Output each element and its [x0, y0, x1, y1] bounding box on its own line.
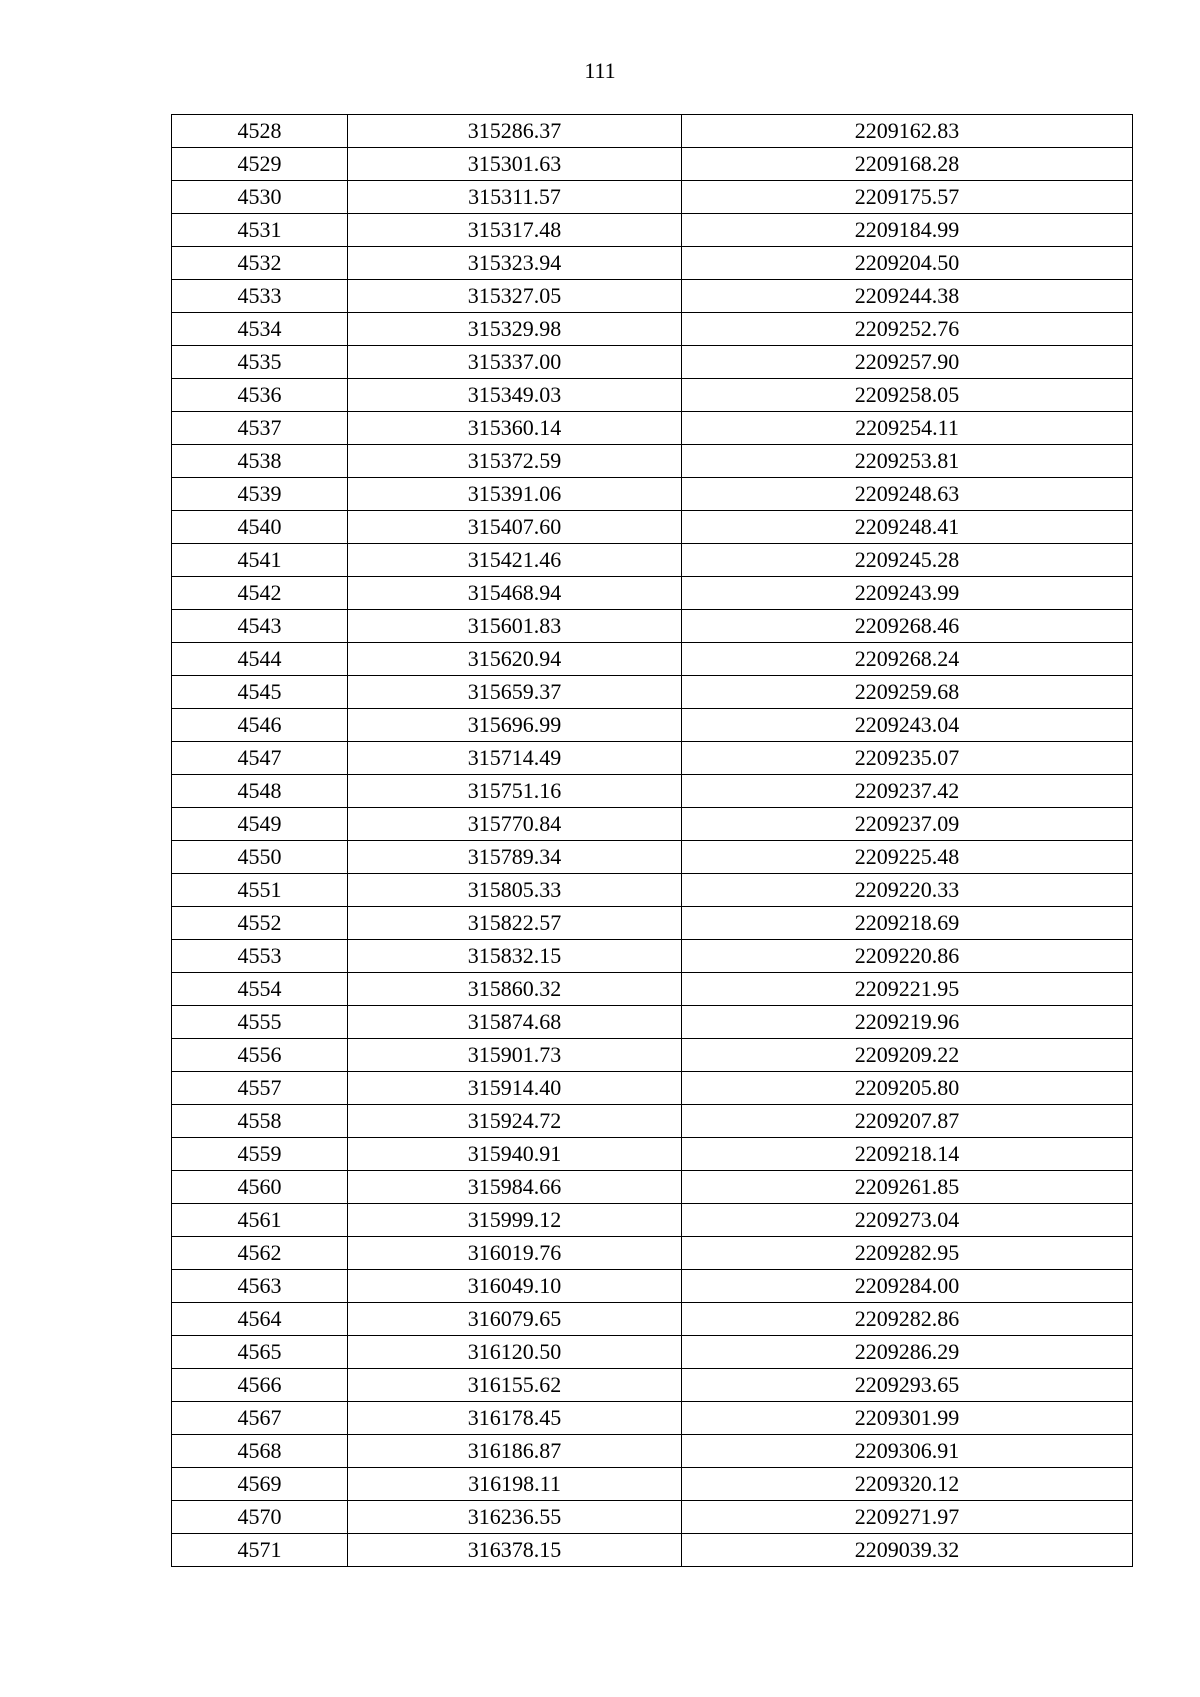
y-coordinate-cell: 2209245.28: [682, 544, 1133, 577]
x-coordinate-cell: 315999.12: [348, 1204, 682, 1237]
table-row: [172, 181, 1133, 214]
y-coordinate-cell: 2209301.99: [682, 1402, 1133, 1435]
point-number-cell: 4555: [172, 1006, 348, 1039]
x-coordinate-cell: 315301.63: [348, 148, 682, 181]
y-coordinate-cell: 2209248.41: [682, 511, 1133, 544]
table-row: [172, 1138, 1133, 1171]
y-coordinate-cell: 2209162.83: [682, 115, 1133, 148]
y-coordinate-cell: 2209282.86: [682, 1303, 1133, 1336]
y-coordinate-cell: 2209221.95: [682, 973, 1133, 1006]
x-coordinate-cell: 315770.84: [348, 808, 682, 841]
point-number-cell: 4549: [172, 808, 348, 841]
table-row: [172, 874, 1133, 907]
y-coordinate-cell: 2209218.69: [682, 907, 1133, 940]
y-coordinate-cell: 2209219.96: [682, 1006, 1133, 1039]
x-coordinate-cell: 315832.15: [348, 940, 682, 973]
table-row: [172, 610, 1133, 643]
y-coordinate-cell: 2209207.87: [682, 1105, 1133, 1138]
point-number-cell: 4537: [172, 412, 348, 445]
x-coordinate-cell: 315323.94: [348, 247, 682, 280]
y-coordinate-cell: 2209243.04: [682, 709, 1133, 742]
x-coordinate-cell: 315914.40: [348, 1072, 682, 1105]
x-coordinate-cell: 315696.99: [348, 709, 682, 742]
point-number-cell: 4558: [172, 1105, 348, 1138]
y-coordinate-cell: 2209218.14: [682, 1138, 1133, 1171]
table-row: [172, 379, 1133, 412]
table-row: [172, 676, 1133, 709]
x-coordinate-cell: 315468.94: [348, 577, 682, 610]
x-coordinate-cell: 315311.57: [348, 181, 682, 214]
point-number-cell: 4552: [172, 907, 348, 940]
x-coordinate-cell: 315317.48: [348, 214, 682, 247]
y-coordinate-cell: 2209243.99: [682, 577, 1133, 610]
x-coordinate-cell: 315337.00: [348, 346, 682, 379]
x-coordinate-cell: 316120.50: [348, 1336, 682, 1369]
x-coordinate-cell: 315659.37: [348, 676, 682, 709]
x-coordinate-cell: 316155.62: [348, 1369, 682, 1402]
x-coordinate-cell: 315924.72: [348, 1105, 682, 1138]
table-row: [172, 709, 1133, 742]
point-number-cell: 4532: [172, 247, 348, 280]
y-coordinate-cell: 2209235.07: [682, 742, 1133, 775]
x-coordinate-cell: 316198.11: [348, 1468, 682, 1501]
table-row: [172, 973, 1133, 1006]
table-row: [172, 577, 1133, 610]
point-number-cell: 4563: [172, 1270, 348, 1303]
table-row: [172, 1270, 1133, 1303]
x-coordinate-cell: 315860.32: [348, 973, 682, 1006]
point-number-cell: 4542: [172, 577, 348, 610]
point-number-cell: 4544: [172, 643, 348, 676]
y-coordinate-cell: 2209261.85: [682, 1171, 1133, 1204]
table-row: [172, 313, 1133, 346]
y-coordinate-cell: 2209268.46: [682, 610, 1133, 643]
y-coordinate-cell: 2209220.33: [682, 874, 1133, 907]
y-coordinate-cell: 2209244.38: [682, 280, 1133, 313]
table-row: [172, 1171, 1133, 1204]
table-row: [172, 280, 1133, 313]
x-coordinate-cell: 315601.83: [348, 610, 682, 643]
table-row: [172, 643, 1133, 676]
table-row: [172, 1501, 1133, 1534]
x-coordinate-cell: 315822.57: [348, 907, 682, 940]
y-coordinate-cell: 2209237.42: [682, 775, 1133, 808]
y-coordinate-cell: 2209282.95: [682, 1237, 1133, 1270]
y-coordinate-cell: 2209252.76: [682, 313, 1133, 346]
x-coordinate-cell: 315349.03: [348, 379, 682, 412]
x-coordinate-cell: 316186.87: [348, 1435, 682, 1468]
table-row: [172, 1534, 1133, 1567]
y-coordinate-cell: 2209184.99: [682, 214, 1133, 247]
point-number-cell: 4541: [172, 544, 348, 577]
table-row: [172, 1369, 1133, 1402]
x-coordinate-cell: 315372.59: [348, 445, 682, 478]
table-row: [172, 1105, 1133, 1138]
y-coordinate-cell: 2209205.80: [682, 1072, 1133, 1105]
y-coordinate-cell: 2209284.00: [682, 1270, 1133, 1303]
table-row: [172, 115, 1133, 148]
y-coordinate-cell: 2209209.22: [682, 1039, 1133, 1072]
x-coordinate-cell: 315286.37: [348, 115, 682, 148]
y-coordinate-cell: 2209258.05: [682, 379, 1133, 412]
point-number-cell: 4564: [172, 1303, 348, 1336]
y-coordinate-cell: 2209271.97: [682, 1501, 1133, 1534]
table-row: [172, 445, 1133, 478]
table-row: [172, 1072, 1133, 1105]
x-coordinate-cell: 316079.65: [348, 1303, 682, 1336]
point-number-cell: 4559: [172, 1138, 348, 1171]
y-coordinate-cell: 2209320.12: [682, 1468, 1133, 1501]
point-number-cell: 4565: [172, 1336, 348, 1369]
x-coordinate-cell: 315391.06: [348, 478, 682, 511]
x-coordinate-cell: 315874.68: [348, 1006, 682, 1039]
table-row: [172, 841, 1133, 874]
point-number-cell: 4536: [172, 379, 348, 412]
y-coordinate-cell: 2209268.24: [682, 643, 1133, 676]
x-coordinate-cell: 316378.15: [348, 1534, 682, 1567]
point-number-cell: 4539: [172, 478, 348, 511]
y-coordinate-cell: 2209237.09: [682, 808, 1133, 841]
y-coordinate-cell: 2209225.48: [682, 841, 1133, 874]
table-row: [172, 808, 1133, 841]
y-coordinate-cell: 2209273.04: [682, 1204, 1133, 1237]
point-number-cell: 4566: [172, 1369, 348, 1402]
point-number-cell: 4534: [172, 313, 348, 346]
point-number-cell: 4560: [172, 1171, 348, 1204]
y-coordinate-cell: 2209293.65: [682, 1369, 1133, 1402]
table-row: [172, 775, 1133, 808]
y-coordinate-cell: 2209168.28: [682, 148, 1133, 181]
point-number-cell: 4540: [172, 511, 348, 544]
table-row: [172, 1468, 1133, 1501]
y-coordinate-cell: 2209039.32: [682, 1534, 1133, 1567]
table-row: [172, 1435, 1133, 1468]
point-number-cell: 4567: [172, 1402, 348, 1435]
point-number-cell: 4547: [172, 742, 348, 775]
x-coordinate-cell: 316049.10: [348, 1270, 682, 1303]
table-row: [172, 544, 1133, 577]
point-number-cell: 4546: [172, 709, 348, 742]
table-row: [172, 1402, 1133, 1435]
point-number-cell: 4568: [172, 1435, 348, 1468]
x-coordinate-cell: 316236.55: [348, 1501, 682, 1534]
table-row: [172, 1039, 1133, 1072]
point-number-cell: 4550: [172, 841, 348, 874]
x-coordinate-cell: 315789.34: [348, 841, 682, 874]
y-coordinate-cell: 2209257.90: [682, 346, 1133, 379]
table-row: [172, 940, 1133, 973]
point-number-cell: 4543: [172, 610, 348, 643]
point-number-cell: 4557: [172, 1072, 348, 1105]
y-coordinate-cell: 2209286.29: [682, 1336, 1133, 1369]
x-coordinate-cell: 315940.91: [348, 1138, 682, 1171]
x-coordinate-cell: 315751.16: [348, 775, 682, 808]
y-coordinate-cell: 2209175.57: [682, 181, 1133, 214]
point-number-cell: 4556: [172, 1039, 348, 1072]
y-coordinate-cell: 2209306.91: [682, 1435, 1133, 1468]
table-row: [172, 412, 1133, 445]
point-number-cell: 4535: [172, 346, 348, 379]
point-number-cell: 4545: [172, 676, 348, 709]
point-number-cell: 4553: [172, 940, 348, 973]
table-row: [172, 1237, 1133, 1270]
x-coordinate-cell: 315805.33: [348, 874, 682, 907]
point-number-cell: 4562: [172, 1237, 348, 1270]
table-row: [172, 511, 1133, 544]
point-number-cell: 4548: [172, 775, 348, 808]
coordinates-table: [171, 114, 1133, 1567]
y-coordinate-cell: 2209253.81: [682, 445, 1133, 478]
point-number-cell: 4569: [172, 1468, 348, 1501]
y-coordinate-cell: 2209220.86: [682, 940, 1133, 973]
table-row: [172, 247, 1133, 280]
coordinates-table-body: [172, 115, 1133, 1567]
table-row: [172, 1303, 1133, 1336]
x-coordinate-cell: 315421.46: [348, 544, 682, 577]
table-row: [172, 907, 1133, 940]
x-coordinate-cell: 315620.94: [348, 643, 682, 676]
x-coordinate-cell: 315329.98: [348, 313, 682, 346]
x-coordinate-cell: 315360.14: [348, 412, 682, 445]
x-coordinate-cell: 315327.05: [348, 280, 682, 313]
table-row: [172, 1006, 1133, 1039]
y-coordinate-cell: 2209204.50: [682, 247, 1133, 280]
point-number-cell: 4530: [172, 181, 348, 214]
x-coordinate-cell: 316178.45: [348, 1402, 682, 1435]
table-row: [172, 1204, 1133, 1237]
y-coordinate-cell: 2209254.11: [682, 412, 1133, 445]
point-number-cell: 4533: [172, 280, 348, 313]
table-row: [172, 742, 1133, 775]
y-coordinate-cell: 2209259.68: [682, 676, 1133, 709]
page-number: 111: [584, 58, 616, 83]
x-coordinate-cell: 315714.49: [348, 742, 682, 775]
point-number-cell: 4551: [172, 874, 348, 907]
table-row: [172, 214, 1133, 247]
y-coordinate-cell: 2209248.63: [682, 478, 1133, 511]
table-row: [172, 478, 1133, 511]
point-number-cell: 4554: [172, 973, 348, 1006]
point-number-cell: 4570: [172, 1501, 348, 1534]
point-number-cell: 4561: [172, 1204, 348, 1237]
point-number-cell: 4538: [172, 445, 348, 478]
table-row: [172, 1336, 1133, 1369]
table-row: [172, 346, 1133, 379]
x-coordinate-cell: 315901.73: [348, 1039, 682, 1072]
point-number-cell: 4529: [172, 148, 348, 181]
x-coordinate-cell: 315407.60: [348, 511, 682, 544]
point-number-cell: 4571: [172, 1534, 348, 1567]
x-coordinate-cell: 315984.66: [348, 1171, 682, 1204]
point-number-cell: 4531: [172, 214, 348, 247]
point-number-cell: 4528: [172, 115, 348, 148]
table-row: [172, 148, 1133, 181]
x-coordinate-cell: 316019.76: [348, 1237, 682, 1270]
